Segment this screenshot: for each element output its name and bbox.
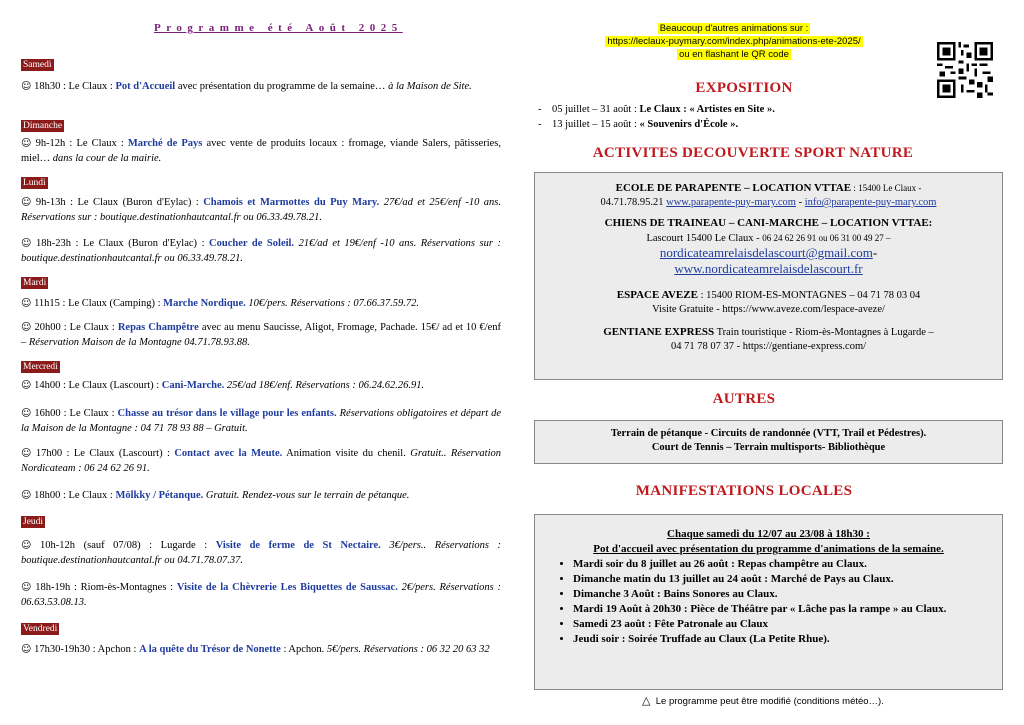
autres-line-2: Court de Tennis – Terrain multisports- Bibliothèque [651, 442, 886, 453]
promo-line-1: Beaucoup d'autres animations sur : [659, 23, 809, 34]
day-label-mercredi: Mercredi [23, 362, 58, 372]
manifestations-box [534, 514, 1003, 690]
list-item: • Dimanche 3 Août : Bains Sonores au Claux. [573, 587, 988, 602]
aveze-block: ESPACE AVEZE : 15400 RIOM-ES-MONTAGNES – 04 71 78 03 04 Visite Gratuite - https://www.aveze.com/lespace-aveze/ [616, 289, 921, 315]
sport-box [534, 172, 1003, 380]
list-item: • Dimanche matin du 13 juillet au 24 août : Marché de Pays au Claux. [573, 572, 988, 587]
man-heading-2: Pot d'accueil avec présentation du programme d'animations de la semaine. [593, 543, 944, 555]
smiley-icon: ☺ [21, 322, 32, 333]
smiley-icon: ☺ [21, 540, 32, 551]
day-label-mardi: Mardi [23, 278, 47, 288]
smiley-icon: ☺ [21, 448, 32, 459]
promo-link[interactable]: https://leclaux-puymary.com/index.php/animations-ete-2025/ [607, 36, 861, 47]
list-item: • Mardi 19 Août à 20h30 : Pièce de Théâtre par « Lâche pas la rampe » au Claux. [573, 602, 988, 617]
list-item: • Jeudi soir : Soirée Truffade au Claux (La Petite Rhue). [573, 632, 988, 647]
day-label-dimanche: Dimanche [23, 121, 63, 131]
smiley-icon: ☺ [21, 238, 32, 249]
list-item: • Mardi soir du 8 juillet au 26 août : Repas champêtre au Claux. [573, 557, 988, 572]
traineau-email-link[interactable]: nordicateamrelaisdelascourt@gmail.com [659, 245, 873, 260]
promo-box [574, 22, 894, 61]
parapente-website-link[interactable]: www.parapente-puy-mary.com [666, 197, 796, 208]
promo-line-3: ou en flashant le QR code [679, 49, 789, 60]
autres-title: AUTRES [712, 391, 776, 407]
day-label-samedi: Samedi [23, 60, 52, 70]
event-mercredi-3: ☺ 17h00 : Le Claux (Lascourt) : Contact avec la Meute. Animation visite du chenil. Gratuit.. Réservation Nordicateam : 06 24 62 26 91. [21, 448, 501, 474]
smiley-icon: ☺ [21, 644, 32, 655]
exposition-title: EXPOSITION [695, 80, 793, 96]
event-lundi-1: ☺ 9h-13h : Le Claux (Buron d'Eylac) : Chamois et Marmottes du Puy Mary. 27€/ad et 25€/enf -10 ans. Réservations sur : boutique.destinationhautcantal.fr ou 06.33.49.78.21. [21, 197, 502, 223]
autres-box [534, 420, 1003, 464]
traineau-website-link[interactable]: www.nordicateamrelaisdelascourt.fr [674, 261, 863, 276]
event-jeudi-2: ☺ 18h-19h : Riom-ès-Montagnes : Visite de la Chèvrerie Les Biquettes de Saussac. 2€/pers. Réservations : 06.63.53.08.13. [21, 582, 502, 608]
event-mercredi-2: ☺ 16h00 : Le Claux : Chasse au trésor dans le village pour les enfants. Réservations obligatoires et départ de la Maison de la Montagne : 04 71 78 93 88 – Gratuit. [21, 408, 502, 434]
autres-line-1: Terrain de pétanque - Circuits de randonnée (VTT, Trail et Pédestres). [610, 428, 927, 439]
sport-title: ACTIVITES DECOUVERTE SPORT NATURE [592, 145, 914, 161]
event-vendredi-1: ☺ 17h30-19h30 : Apchon : A la quête du Trésor de Nonette : Apchon. 5€/pers. Réservations : 06 32 20 63 32 [21, 644, 490, 655]
expo-item-2: - 13 juillet – 15 août : « Souvenirs d'École ». [538, 119, 739, 130]
gentiane-block: GENTIANE EXPRESS Train touristique - Riom-ès-Montagnes à Lugarde – 04 71 78 07 37 - https://gentiane-express.com/ [603, 326, 934, 352]
warning-icon: △ [642, 694, 651, 707]
event-mercredi-4: ☺ 18h00 : Le Claux : Mölkky / Pétanque. Gratuit. Rendez-vous sur le terrain de pétanque. [21, 490, 410, 501]
smiley-icon: ☺ [21, 582, 32, 593]
smiley-icon: ☺ [21, 408, 32, 419]
event-dimanche-1: ☺ 9h-12h : Le Claux : Marché de Pays avec vente de produits locaux : fromage, viande Salers, pâtisseries, miel… dans la cour de la mairie. [21, 138, 501, 164]
manifestations-title: MANIFESTATIONS LOCALES [635, 483, 853, 499]
parapente-email-link[interactable]: info@parapente-puy-mary.com [804, 197, 937, 208]
smiley-icon: ☺ [21, 298, 32, 309]
event-jeudi-1: ☺ 10h-12h (sauf 07/08) : Lugarde : Visite de ferme de St Nectaire. 3€/pers.. Réservations : boutique.destinationhautcantal.fr ou 04.71.78.07.37. [21, 540, 502, 566]
event-lundi-2: ☺ 18h-23h : Le Claux (Buron d'Eylac) : Coucher de Soleil. 21€/ad et 19€/enf -10 ans. Réservations sur : boutique.destinationhautcantal.fr ou 06.33.49.78.21. [21, 238, 501, 264]
smiley-icon: ☺ [21, 81, 32, 92]
day-label-jeudi: Jeudi [23, 517, 44, 527]
manifestations-list [535, 557, 1002, 647]
smiley-icon: ☺ [21, 197, 32, 208]
programme-title: Programme été Août 2025 [154, 22, 403, 34]
day-label-lundi: Lundi [23, 178, 46, 188]
list-item: • Samedi 23 août : Fête Patronale au Claux [573, 617, 988, 632]
man-heading-1: Chaque samedi du 12/07 au 23/08 à 18h30 : [667, 528, 870, 540]
smiley-icon: ☺ [21, 380, 32, 391]
smiley-icon: ☺ [21, 490, 32, 501]
parapente-block: ECOLE DE PARAPENTE – LOCATION VTTAE : 15400 Le Claux - 04.71.78.95.21 www.parapente-puy-mary.com - info@parapente-puy-mary.com [600, 182, 937, 208]
expo-item-1: - 05 juillet – 31 août : Le Claux : « Artistes en Site ». [538, 104, 775, 115]
day-label-vendredi: Vendredi [23, 624, 58, 634]
event-samedi-1: ☺ 18h30 : Le Claux : Pot d'Accueil avec présentation du programme de la semaine… à la Maison de Site. [21, 81, 472, 92]
event-mardi-1: ☺ 11h15 : Le Claux (Camping) : Marche Nordique. 10€/pers. Réservations : 07.66.37.59.72. [21, 298, 420, 309]
warning-note: △ Le programme peut être modifié (conditions météo…). [642, 694, 884, 707]
event-mardi-2: ☺ 20h00 : Le Claux : Repas Champêtre avec au menu Saucisse, Aligot, Fromage, Pachade. 15€/ ad et 10 €/enf – Réservation Maison de la Montagne 04.71.78.93.88. [21, 322, 502, 348]
traineau-block: CHIENS DE TRAINEAU – CANI-MARCHE – LOCATION VTTAE: Lascourt 15400 Le Claux - 06 24 62 26 91 ou 06 31 00 49 27 – nordicateamrelaisdelascourt@gmail.com- www.nordicateamrelaisdelascourt.fr [604, 217, 933, 276]
smiley-icon: ☺ [21, 138, 32, 149]
event-mercredi-1: ☺ 14h00 : Le Claux (Lascourt) : Cani-Marche. 25€/ad 18€/enf. Réservations : 06.24.62.26.91. [21, 380, 425, 391]
